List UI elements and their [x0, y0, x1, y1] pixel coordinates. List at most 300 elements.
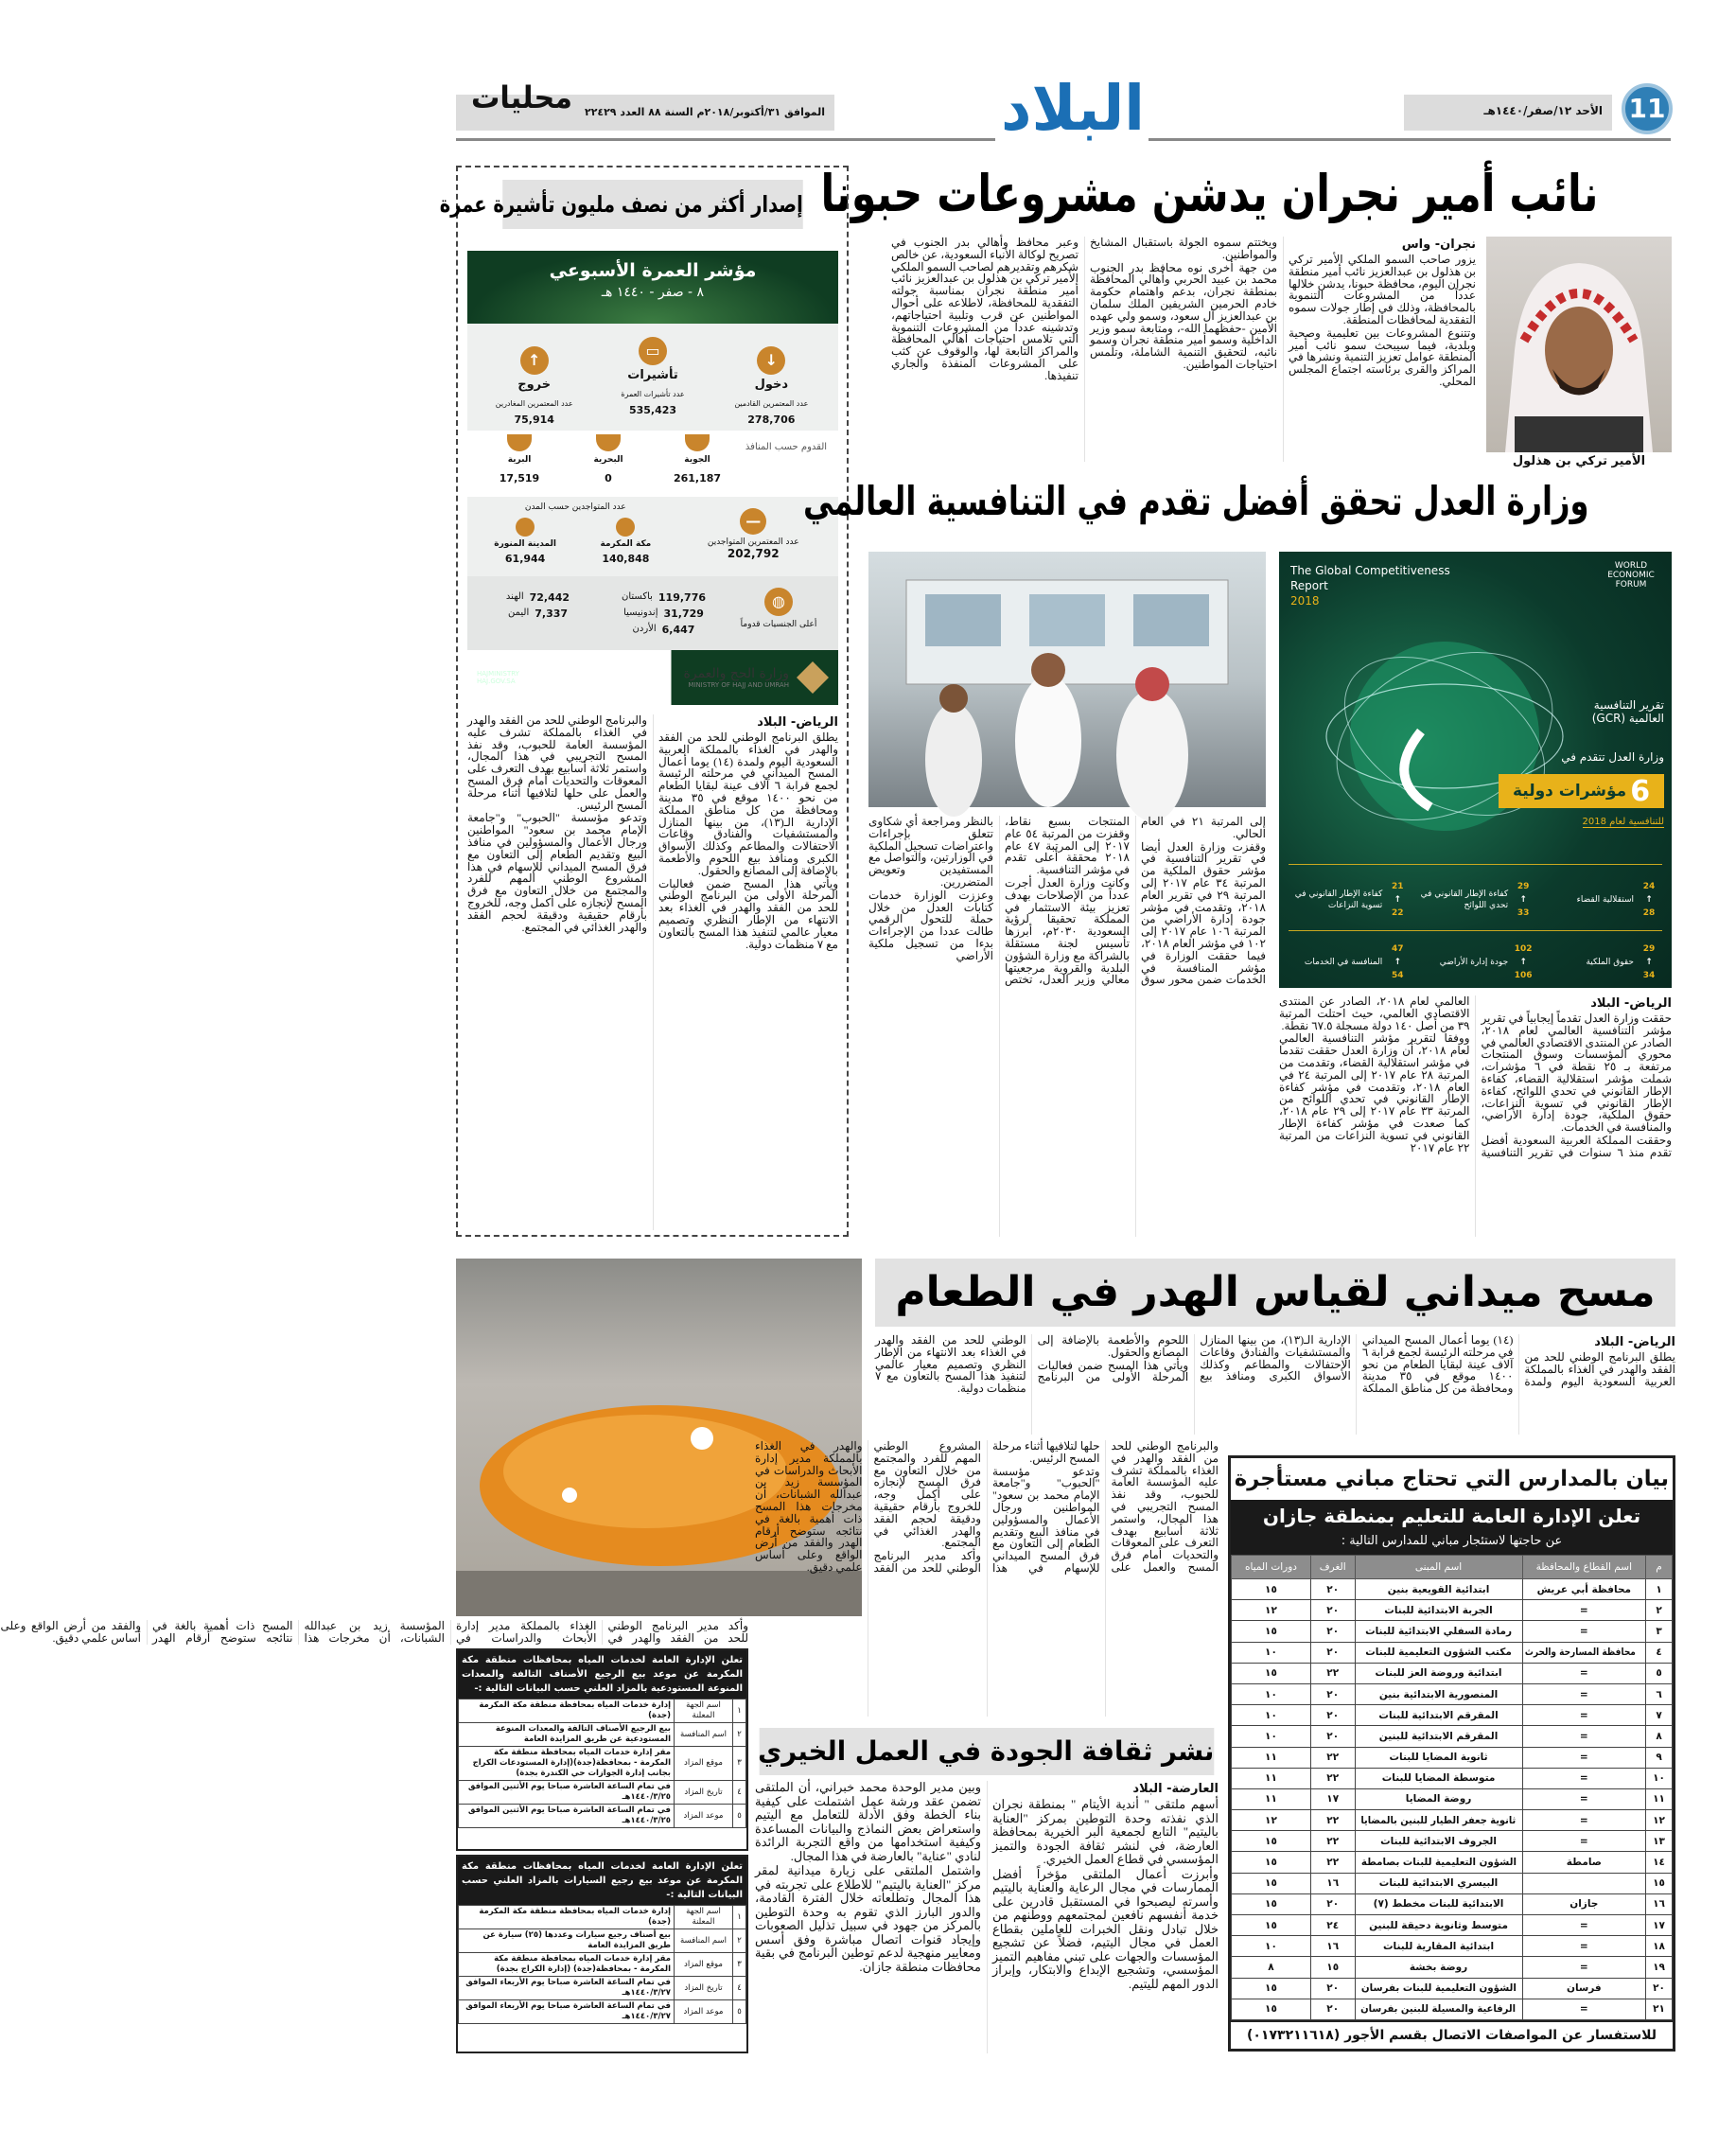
- ship-icon: [596, 434, 621, 451]
- arrow-up-icon: ↑: [1519, 958, 1527, 967]
- table-cell: [1355, 1683, 1522, 1704]
- city-stat: [475, 512, 575, 565]
- table-cell: [1232, 1893, 1311, 1914]
- cell-text: ١٠: [1265, 1730, 1277, 1742]
- rank-2018: 21: [1392, 882, 1404, 891]
- table-cell: [1355, 1978, 1522, 1999]
- column-header: م: [1646, 1556, 1673, 1579]
- table-cell: [1310, 1768, 1355, 1788]
- cell-text: ٢٢: [1326, 1814, 1340, 1826]
- stat-value: 535,423: [628, 404, 677, 416]
- prince-portrait-photo: [1486, 237, 1672, 452]
- nationalities-stat: [727, 582, 831, 644]
- table-cell: [1232, 1873, 1311, 1893]
- dateline: الرياض- البلاد: [1594, 1335, 1675, 1349]
- charity-headline: نشر ثقافة الجودة في العمل الخيري: [760, 1728, 1215, 1775]
- table-cell: [1522, 1600, 1645, 1621]
- masthead: [392, 0, 1736, 151]
- umrah-infographic: [467, 251, 838, 705]
- table-cell: [1310, 1852, 1355, 1873]
- table-cell: [1646, 1810, 1673, 1831]
- table-cell: [1522, 1579, 1645, 1600]
- cell-text: رمادة السفلي الابتدائية للبنات: [1365, 1625, 1512, 1637]
- stat-label: تأشيرات: [627, 368, 678, 382]
- cell-text: =: [1579, 1625, 1588, 1637]
- table-cell: [1355, 1957, 1522, 1978]
- table-cell: [1646, 1999, 1673, 2019]
- stat-label: إندونيسيا: [623, 607, 658, 618]
- table-cell: [1310, 1936, 1355, 1957]
- cell-text: =: [1579, 1961, 1588, 1973]
- table-cell: [1310, 1726, 1355, 1747]
- nationality-stat: [475, 606, 601, 622]
- stat-sub: عدد المعتمرين القادمين: [734, 399, 809, 408]
- stat-value: 17,519: [499, 472, 540, 484]
- photo-caption: الأمير تركي بن هذلول: [1512, 454, 1646, 468]
- paragraph: وأكد مدير البرنامج الوطني للحد من الفقد والهدر في الغذاء بالمملكة مدير إدارة الأبحاث والدراسات في المؤسسة زيد بن عبدالله الشبانات، أن مخرجات هذا المسح ذات أهمية بالغة في نتائجه ستوضح أرقام الهدر والفقد من أرض الواقع وعلى أساس علمي دقيق.: [755, 1439, 981, 1575]
- cell-text: ١٥: [1265, 1982, 1277, 1995]
- gcr-indicator: [1412, 931, 1538, 994]
- auction-ad: [456, 1855, 748, 2053]
- arrow-up-icon: ↑: [1645, 958, 1653, 967]
- cell-text: =: [1579, 1667, 1588, 1680]
- rank-2018: 47: [1392, 944, 1404, 954]
- arrow-up-icon: ↑: [1645, 895, 1653, 905]
- mosque-dome-icon: [516, 518, 535, 537]
- table-cell: ٢: [733, 1723, 746, 1747]
- table-cell: ١: [733, 1906, 746, 1929]
- rank-2018: 29: [1642, 944, 1656, 954]
- table-cell: [1355, 1768, 1522, 1788]
- table-cell: [1522, 1683, 1645, 1704]
- gcr-indicator: [1287, 931, 1412, 994]
- ministers-meeting-photo: [868, 552, 1266, 807]
- cell-text: ١٥: [1265, 1835, 1277, 1847]
- ports-label: القدوم حسب المنافذ: [745, 442, 828, 452]
- paragraph: والبرنامج الوطني للحد من الفقد والهدر في الغذاء بالمملكة تشرف عليه المؤسسة العامة للحبوب، وقد نفذ المسح التجريبي في هذا المجال، واستمر ثلاثة أسابيع بهدف التعرف على المعوقات والتحديات أمام فرق المسح والعمل على حلها لتلافيها أثناء مرحلة المسح الرئيس.: [992, 1439, 1219, 1574]
- gcr-report-ar: تقرير التنافسية العالمية (GCR): [1591, 698, 1664, 725]
- cell-text: =: [1579, 2003, 1588, 2016]
- table-cell: [1310, 1705, 1355, 1726]
- stat-value: 7,337: [535, 607, 569, 620]
- cell-text: الجروف الابتدائية للبنات: [1380, 1835, 1497, 1847]
- najran-headline: نائب أمير نجران يدشن مشروعات حبونا: [820, 164, 1599, 223]
- cell-text: ٢٠: [1326, 1688, 1340, 1700]
- gcr-indicator: [1538, 869, 1664, 931]
- cell-text: =: [1579, 1604, 1588, 1616]
- table-cell: [1232, 1642, 1311, 1663]
- cell-text: ١٢: [1653, 1814, 1665, 1826]
- table-cell: [1232, 1810, 1311, 1831]
- table-cell: [1232, 1831, 1311, 1852]
- dateline: نجران- واس: [1401, 238, 1476, 252]
- ministry-name: وزارة الحج والعمرة: [683, 666, 789, 681]
- table-row: [1232, 1810, 1673, 1831]
- rank-2017: 106: [1514, 971, 1533, 980]
- table-cell: [1355, 1893, 1522, 1914]
- table-row: [1232, 1788, 1673, 1809]
- table-cell: في تمام الساعة العاشرة صباحا يوم الأثنين الموافق ١٤٤٠/٣/٢٥هـ: [459, 1781, 675, 1805]
- table-cell: [1310, 1915, 1355, 1936]
- table-cell: [1232, 1936, 1311, 1957]
- visa-card-icon: ▭: [639, 337, 667, 365]
- table-cell: [1310, 1579, 1355, 1600]
- table-cell: [1232, 1768, 1311, 1788]
- cell-text: ٢٢: [1326, 1752, 1340, 1764]
- table-row: [1232, 1978, 1673, 1999]
- table-cell: [1355, 1915, 1522, 1936]
- table-cell: [1522, 1978, 1645, 1999]
- cell-text: روضة بخشة: [1409, 1961, 1468, 1973]
- rule: [1149, 138, 1671, 141]
- cell-text: ٤: [1656, 1647, 1662, 1659]
- paragraph: وبين مدير الوحدة محمد خبراني، أن الملتقى تضمن عقد ورشة عمل اشتملت على كيفية بناء الخطة وفق الأدلة للتعامل مع اليتيم واستعراض بعض النماذج والبيانات المساعدة وكيفية استخدامها من واقع التجربة الرائدة لنادي "عناية" بالعارضة في هذا المجال.: [755, 1780, 981, 1863]
- table-cell: ٣: [733, 1747, 746, 1781]
- port-stat: [475, 434, 564, 493]
- table-cell: [1522, 1663, 1645, 1683]
- table-cell: [1355, 1810, 1522, 1831]
- table-cell: [1355, 1999, 1522, 2019]
- ministry-emblem-icon: [797, 661, 829, 694]
- table-cell: [1646, 1726, 1673, 1747]
- cell-text: ١٠: [1653, 1772, 1665, 1785]
- stat-value: 0: [605, 472, 612, 484]
- table-cell: [1355, 1579, 1522, 1600]
- table-cell: [1646, 1936, 1673, 1957]
- cell-text: ٢٠: [1326, 2003, 1340, 2016]
- ad-table: [458, 1699, 746, 1828]
- dateline: الرياض- البلاد: [757, 715, 838, 730]
- paragraph: ووفقا لتقرير مؤشر التنافسية العالمي لعام ٢٠١٨، أن وزارة العدل حققت تقدما في مؤشر استقلالية القضاء، وتقدمت من المرتبة ٢٨ عام ٢٠١٧ إلى المرتبة ٢٤ في العام ٢٠١٨، وتقدمت في مؤشر كفاءة الإطار القانوني في تحدي اللوائح من المرتبة ٣٣ عام ٢٠١٧ إلى ٢٩ عام ٢٠١٨، كما صعدت في مؤشر كفاءة الإطار القانوني في تسوية النزاعات من المرتبة ٢٢ عام ٢٠١٧: [1279, 1031, 1470, 1154]
- cell-text: الشؤون التعليمية للبنات بصامطة: [1360, 1857, 1517, 1869]
- cell-text: =: [1579, 1814, 1588, 1826]
- table-cell: اسم المنافسة: [675, 1723, 733, 1747]
- gcr-big-number: 6: [1630, 774, 1651, 808]
- table-cell: [1355, 1705, 1522, 1726]
- table-cell: [1310, 1999, 1355, 2019]
- table-cell: [1232, 1978, 1311, 1999]
- cell-text: متوسط وثانوية دحيقة للبنين: [1369, 1919, 1508, 1931]
- cell-text: ١٥: [1265, 1898, 1277, 1911]
- table-row: [1232, 1726, 1673, 1747]
- rank-2017: 34: [1642, 971, 1656, 980]
- paragraph: يطلق البرنامج الوطني للحد من الفقد والهدر في الغذاء بالمملكة العربية السعودية اليوم ولمدة (١٤) يوما أعمال المسح الميداني في مرحلته الرئيسة لجمع قرابة ٦ آلاف عينة لبقايا الطعام من نحو ١٤٠٠ موقع في ٣٥ مدينة ومحافظة من كل مناطق المملكة الإدارية الـ(١٣)، من بينها المنازل والمستشفيات والفنادق وقاعات الاحتفالات والمطاعم وكذلك الأسواق الكبرى ومنافذ بيع اللحوم والأطعمة بالإضافة إلى المصانع والحقول.: [1037, 1333, 1675, 1396]
- table-cell: [1355, 1936, 1522, 1957]
- minus-circle-icon: —: [740, 508, 766, 535]
- schools-title: بيان بالمدارس التي تحتاج مباني مستأجرة: [1234, 1467, 1670, 1491]
- table-row: [1232, 1621, 1673, 1642]
- stat-value: 140,848: [602, 553, 650, 565]
- justice-body-left: [868, 816, 1266, 1237]
- bus-icon: [507, 434, 532, 451]
- table-cell: [1646, 1852, 1673, 1873]
- auction-ad: [456, 1648, 748, 1851]
- table-cell: [1310, 1788, 1355, 1809]
- cell-text: ١٥: [1265, 1583, 1277, 1595]
- umrah-stat: [712, 337, 831, 425]
- stat-value: 261,187: [673, 472, 722, 484]
- stat-label: البحرية: [593, 455, 623, 465]
- stat-label: عدد المعتمرين المتواجدين: [707, 537, 799, 547]
- paragraph: وكانت وزارة العدل أجرت عدداً من الإصلاحات بهدف تعزيز بيئة الاستثمار في المملكة تحقيقا لرؤية السعودية ٢٠٣٠م، أبرزها تأسيس لجنة مستقلة بالشراكة مع وزارة الشؤون البلدية والقروية مرجعيتها معالي وزير العدل، تختص بالنظر ومراجعة أي شكاوى تتعلق بإجراءات واعتراضات تسجيل الملكية في الوزارتين، والتواصل مع المستفيدين وتعويض المتضررين.: [868, 815, 1130, 987]
- justice-headline: وزارة العدل تحقق أفضل تقدم في التنافسية العالمي: [802, 478, 1589, 524]
- table-cell: في تمام الساعة العاشرة صباحا يوم الأثنين الموافق ١٤٤٠/٣/٢٥هـ: [459, 1805, 675, 1828]
- table-cell: [1310, 1747, 1355, 1768]
- nationality-stat: [601, 590, 727, 606]
- table-cell: [1646, 1621, 1673, 1642]
- rank-2017: 54: [1392, 971, 1404, 980]
- paragraph: وحققت المملكة العربية السعودية أفضل تقدم منذ ٦ سنوات في تقرير التنافسية العالمي لعام ٢٠١٨، الصادر عن المنتدى الاقتصادي العالمي، حيث احتلت المرتبة ٣٩ من أصل ١٤٠ دولة مسجلة ٦٧.٥ نقطة.: [1279, 995, 1672, 1159]
- paragraph: واشتمل الملتقى على زيارة ميدانية لمقر مركز "العناية باليتيم" للاطلاع على تجربته في هذا المجال وتطلعاته خلال الفترة القادمة، والدور البارز الذي تقوم به وحدة التوطين بالمركز من جهود في سبيل تذليل الصعوبات وإيجاد قنوات اتصال مباشرة وفق أسس ومعايير منهجية لدعم توطين البرنامج في بقية محافظات منطقة جازان.: [755, 1863, 981, 1974]
- cell-text: ٣: [1656, 1625, 1662, 1637]
- cell-text: ٢٢: [1326, 1772, 1340, 1785]
- cell-text: ١٧: [1326, 1793, 1340, 1805]
- cell-text: المقرقم الابتدائية للبنات: [1378, 1709, 1499, 1721]
- cell-text: ١٠: [1265, 1647, 1277, 1659]
- column-header: الغرف: [1310, 1556, 1355, 1579]
- paragraph: ويأتي هذا المسح ضمن فعاليات المرحلة الأولى من البرنامج الوطني للحد من الفقد والهدر في الغذاء بعد الانتهاء من الإطار النظري وتصميم معيار عالمي لتنفيذ هذا المسح بالتعاون مع ٧ منظمات دولية.: [658, 876, 838, 951]
- table-cell: [1522, 1768, 1645, 1788]
- cell-text: ١٥: [1265, 1877, 1277, 1890]
- table-row: [459, 1781, 746, 1805]
- cell-text: ١٣: [1653, 1835, 1665, 1847]
- najran-body: [891, 237, 1476, 462]
- table-cell: إدارة خدمات المياه بمحافظة منطقة مكة المكرمة (جدة): [459, 1700, 675, 1723]
- rank-2017: 22: [1392, 908, 1404, 918]
- cell-text: ٩: [1656, 1752, 1662, 1764]
- table-cell: [1646, 1873, 1673, 1893]
- food-waste-headline: مسح ميداني لقياس الهدر في الطعام: [875, 1259, 1675, 1327]
- umrah-headline: إصدار أكثر من نصف مليون تأشيرة عمرة: [502, 180, 803, 229]
- cell-text: الشؤون التعليمية للبنات بفرسان: [1360, 1982, 1517, 1995]
- arrow-up-icon: ↑: [1394, 958, 1402, 967]
- table-cell: ٤: [733, 1977, 746, 2000]
- umrah-stat: [475, 337, 593, 425]
- table-row: [1232, 1579, 1673, 1600]
- section-title: محليات: [471, 79, 572, 115]
- cell-text: ١١: [1265, 1772, 1277, 1785]
- table-cell: في تمام الساعة العاشرة صباحا يوم الأربعاء الموافق ١٤٤٠/٣/٢٧هـ: [459, 1977, 675, 2000]
- paragraph: وعبر محافظ وأهالي بدر الجنوب في تصريح لوكالة الأنباء السعودية، عن خالص شكرهم وتقديرهم لصاحب السمو الملكي الأمير تركي بن هذلول بن عبدالعزيز نائب أمير منطقة نجران بمناسبة جولته التفقدية للمحافظة، لاطلاعه على أحوال المواطنين عن قرب وتلبية احتياجاتهم، وتدشينه عدداً من المشروعات التنموية التي تلامس احتياجات أهالي المحافظة والمراكز التابعة لها، والوقوف عن كثب على المشروعات المنفذة والجاري تنفيذها.: [891, 236, 1078, 382]
- schools-footer: للاستفسار عن المواصفات الاتصال بقسم الأجور (٠١٧٣٢١١٦١٨): [1231, 2020, 1673, 2049]
- cell-text: ٨: [1268, 1961, 1274, 1973]
- indicator-label: المنافسة في الخدمات: [1304, 958, 1383, 967]
- cell-text: ٢٠: [1326, 1709, 1340, 1721]
- table-cell: [1355, 1747, 1522, 1768]
- table-cell: [1646, 1978, 1673, 1999]
- table-cell: [1232, 1663, 1311, 1683]
- cell-text: =: [1579, 1835, 1588, 1847]
- table-cell: [1232, 1747, 1311, 1768]
- paragraph: ويأتي هذا المسح ضمن فعاليات المرحلة الأولى من البرنامج الوطني للحد من الفقد والهدر في الغذاء بعد الانتهاء من الإطار النظري وتصميم معيار عالمي لتنفيذ هذا المسح بالتعاون مع ٧ منظمات دولية.: [875, 1333, 1189, 1396]
- table-cell: [1232, 1788, 1311, 1809]
- cell-text: ابتدائية المقارية للبنات: [1382, 1940, 1495, 1952]
- globe-icon: ◍: [764, 588, 793, 616]
- cell-text: ١٠: [1265, 1709, 1277, 1721]
- table-cell: [1232, 1999, 1311, 2019]
- table-cell: ٢: [733, 1929, 746, 1953]
- table-cell: [1646, 1768, 1673, 1788]
- arrow-up-icon: ↑: [1519, 895, 1527, 905]
- stat-label: خروج: [517, 378, 552, 392]
- cell-text: روضة المضايا: [1405, 1793, 1472, 1805]
- table-cell: [1232, 1852, 1311, 1873]
- gcr-indicator: [1538, 931, 1664, 994]
- paragraph: وأبرزت أعمال الملتقى مؤخراً أفضل الممارسات في مجال الرعاية والعناية باليتيم وأسرته ليصبحوا في المستقبل قادرين على خدمة أنفسهم نافعين لمجتمعهم ووطنهم من خلال تبادل ونقل الخبرات للعاملين بقطاع العمل في مجال اليتيم، فضلاً عن تشجيع المؤسسات والجهات على تبني مفاهيم التميز المؤسسي، وتشجيع الإبداع والابتكار، وإبراز الدور المهم لليتيم.: [992, 1866, 1219, 1991]
- table-cell: [1310, 1810, 1355, 1831]
- table-row: [1232, 1999, 1673, 2019]
- table-cell: [1310, 1600, 1355, 1621]
- gcr-highlight: [1499, 774, 1664, 808]
- cell-text: ٢٠: [1326, 1625, 1340, 1637]
- cell-text: =: [1579, 1772, 1588, 1785]
- table-cell: [1310, 1642, 1355, 1663]
- table-cell: موعد المزاد: [675, 1805, 733, 1828]
- table-cell: [1522, 1642, 1645, 1663]
- table-cell: [1522, 1915, 1645, 1936]
- hijri-date: الأحد ١٢/صفر/١٤٤٠هـ: [1483, 104, 1603, 117]
- table-cell: [1310, 1663, 1355, 1683]
- table-row: [459, 1977, 746, 2000]
- table-cell: [1310, 1873, 1355, 1893]
- rank-2018: 102: [1514, 944, 1533, 954]
- paragraph: حققت وزارة العدل تقدماً إيجابياً في تقرير مؤشر التنافسية العالمي لعام ٢٠١٨، الصادر عن المنتدى الاقتصادي العالمي في محوري المؤسسات وسوق المنتجات مرتفعة بـ ٢٥ نقطة في ٦ مؤشرات، شملت مؤشر استقلالية القضاء، كفاءة الإطار القانوني في تحدي اللوائح، كفاءة الإطار القانوني في تسوية النزاعات، حقوق الملكية، جودة إدارة الأراضي، والمنافسة في الخدمات.: [1481, 1012, 1672, 1135]
- cell-text: ٨: [1656, 1730, 1662, 1742]
- newspaper-logo: البلاد: [1000, 72, 1146, 145]
- column-header: اسم القطاع والمحافظة: [1522, 1556, 1645, 1579]
- table-cell: [1522, 1852, 1645, 1873]
- cell-text: ١٦: [1326, 1940, 1340, 1952]
- cell-text: ١٢: [1265, 1814, 1277, 1826]
- cell-text: ٧: [1656, 1709, 1662, 1721]
- twitter-handle: HAJMINISTRY: [477, 670, 519, 678]
- rank-2017: 33: [1517, 908, 1530, 918]
- table-row: [1232, 1747, 1673, 1768]
- cell-text: ٢٠: [1326, 1604, 1340, 1616]
- cell-text: =: [1579, 1919, 1588, 1931]
- ad-heading: تعلن الإدارة العامة لخدمات المياه بمحافظات منطقة مكة المكرمة عن موعد بيع رجيع السيارات بالمزاد العلني حسب البيانات التالية :-: [458, 1857, 746, 1905]
- table-cell: [1232, 1705, 1311, 1726]
- page-number-badge: 11: [1622, 83, 1673, 134]
- table-cell: [1310, 1957, 1355, 1978]
- cell-text: ٢٤: [1326, 1919, 1340, 1931]
- cell-text: ٢٠: [1326, 1730, 1340, 1742]
- table-cell: [1522, 1831, 1645, 1852]
- table-row: [1232, 1642, 1673, 1663]
- cell-text: ٥: [1656, 1667, 1662, 1680]
- arrow-up-icon: ↑: [1394, 895, 1402, 905]
- paragraph: يطلق البرنامج الوطني للحد من الفقد والهدر في الغذاء بالمملكة العربية السعودية اليوم ولمدة (١٤) يوما أعمال المسح الميداني في مرحلته الرئيسة لجمع قرابة ٦ آلاف عينة لبقايا الطعام من نحو ١٤٠٠ موقع في ٣٥ مدينة ومحافظة من كل مناطق المملكة الإدارية الـ(١٣)، من بينها المنازل والمستشفيات والفنادق وقاعات الاحتفالات والمطاعم وكذلك الأسواق الكبرى ومنافذ بيع اللحوم والأطعمة بالإضافة إلى المصانع والحقول.: [658, 731, 838, 877]
- table-cell: [1310, 1831, 1355, 1852]
- table-cell: [1355, 1726, 1522, 1747]
- paragraph: وتدعو مؤسسة "الحبوب" و"جامعة الإمام محمد بن سعود" المواطنين ورجال الأعمال والمسؤولين في منافذ البيع وتقديم الطعام إلى التعاون مع فرق المسح الميداني للإسهام في هذا المشروع الوطني المهم للفرد والمجتمع من خلال التعاون مع فرق المسح لإنجازه على أكمل وجه، للخروج بأرقام حقيقية ودقيقة لحجم الفقد والهدر الغذائي في المجتمع.: [873, 1439, 1100, 1575]
- gcr-infographic: [1279, 552, 1672, 988]
- schools-announcer: تعلن الإدارة العامة للتعليم بمنطقة جازان: [1262, 1505, 1641, 1527]
- table-row: [1232, 1893, 1673, 1914]
- food-body-top: [875, 1334, 1675, 1435]
- table-row: [459, 1929, 746, 1953]
- cell-text: البيسري الابتدائية للبنات: [1378, 1877, 1499, 1890]
- gcr-year: 2018: [1290, 594, 1320, 608]
- stat-value: 202,792: [727, 547, 780, 560]
- stat-sub: عدد تأشيرات العمرة: [621, 390, 685, 398]
- stat-value: 72,442: [529, 590, 570, 604]
- umrah-stat: [593, 337, 711, 425]
- table-cell: [1232, 1957, 1311, 1978]
- table-cell: [1355, 1663, 1522, 1683]
- cell-text: ١١: [1265, 1793, 1277, 1805]
- ad-heading: تعلن الإدارة العامة لخدمات المياه بمحافظات منطقة مكة المكرمة عن موعد بيع الرجيع الأصناف التالفة والمعدات المنوعة المستودعية بالمزاد العلني حسب البيانات التالية :-: [458, 1650, 746, 1699]
- table-cell: بيع الرجيع الأصناف التالفة والمعدات المنوعة المستودعية عن طريق المزايدة العامة: [459, 1723, 675, 1747]
- indicator-label: حقوق الملكية: [1586, 958, 1634, 967]
- table-cell: مقر إدارة خدمات المياه بمحافظة منطقة مكة المكرمة - بمحافظة(جدة)(إدارة المستودعات الكراج بجانب إدارة الجوازات حي الكندرة بجدة): [459, 1747, 675, 1781]
- cell-text: =: [1579, 1752, 1588, 1764]
- table-row: [1232, 1936, 1673, 1957]
- paragraph: يزور صاحب السمو الملكي الأمير تركي بن هذلول بن عبدالعزيز نائب أمير منطقة نجران اليوم، محافظة حبونا، يدشن خلالها عدداً من المشروعات التنموية بالمحافظة، وذلك في إطار جولات سموه التفقدية لمحافظات المنطقة.: [1289, 253, 1476, 326]
- table-cell: [1522, 1621, 1645, 1642]
- table-row: [1232, 1852, 1673, 1873]
- table-row: [1232, 1600, 1673, 1621]
- stat-value: 6,447: [661, 623, 695, 636]
- cell-text: =: [1579, 1730, 1588, 1742]
- table-cell: [1355, 1873, 1522, 1893]
- table-cell: [1646, 1893, 1673, 1914]
- table-cell: [1646, 1957, 1673, 1978]
- umrah-box-body: [467, 714, 838, 1230]
- table-row: [459, 1747, 746, 1781]
- cell-text: جازان: [1569, 1898, 1599, 1911]
- food-body-under-photo: [0, 1619, 748, 1645]
- cell-text: ١٥: [1265, 1857, 1277, 1869]
- cell-text: ١٥: [1265, 1667, 1277, 1680]
- cell-text: ١٤: [1653, 1857, 1665, 1869]
- indicator-label: كفاءة الإطار القانوني في تسوية النزاعات: [1294, 889, 1383, 910]
- stat-label: اليمن: [507, 607, 530, 618]
- gregorian-date-issue: الموافق ٣١/أكتوبر/٢٠١٨م السنة ٨٨ العدد ٢٢٤٢٩: [584, 106, 826, 118]
- cell-text: محافظة أبي عريش: [1536, 1583, 1632, 1595]
- cell-text: ١١: [1265, 1752, 1277, 1764]
- table-cell: [1646, 1788, 1673, 1809]
- cell-text: ١٧: [1653, 1919, 1665, 1931]
- cell-text: الرفاعية والمسيلة للبنين بفرسان: [1360, 2003, 1517, 2016]
- table-row: [459, 1700, 746, 1723]
- table-cell: اسم الجهة المعلنة: [675, 1906, 733, 1929]
- cell-text: ١٥: [1265, 2003, 1277, 2016]
- cell-text: ٢٠: [1326, 1647, 1340, 1659]
- cell-text: ٢٠: [1326, 1583, 1340, 1595]
- charity-body: [755, 1781, 1219, 2053]
- table-cell: بيع أصناف رجيع سيارات وعددها (٢٥) سيارة عن طريق المزايدة العامة: [459, 1929, 675, 1953]
- cell-text: ١٥: [1653, 1877, 1665, 1890]
- table-cell: ٣: [733, 1953, 746, 1977]
- table-cell: [1355, 1621, 1522, 1642]
- table-cell: [1522, 1957, 1645, 1978]
- cell-text: متوسطة المضايا للبنات: [1381, 1772, 1496, 1785]
- cell-text: ٢٠: [1326, 1898, 1340, 1911]
- gcr-indicator: [1412, 869, 1538, 931]
- table-cell: [1646, 1642, 1673, 1663]
- table-cell: [1232, 1915, 1311, 1936]
- table-cell: [1646, 1663, 1673, 1683]
- paragraph: وقفزت وزارة العدل أيضا في تقرير التنافسية في مؤشر حقوق الملكية من المرتبة ٣٤ عام ٢٠١٧ إلى المرتبة ٢٩ في تقرير العام ٢٠١٨، وتقدمت في مؤشر جودة إدارة الأراضي من المرتبة ١٠٦ عام ٢٠١٧ إلى ١٠٢ في مؤشر العام ٢٠١٨، فيما حققت الوزارة في مؤشر المنافسة في الخدمات ضمن محور سوق المنتجات بسبع نقاط، وقفزت من المرتبة ٥٤ عام ٢٠١٧ إلى المرتبة ٤٧ عام ٢٠١٨ محققة أعلى تقدم في مؤشر التنافسية.: [1005, 815, 1267, 987]
- indicator-label: كفاءة الإطار القانوني في تحدي اللوائح: [1420, 889, 1509, 910]
- cell-text: ٦: [1656, 1688, 1662, 1700]
- gcr-big-text: مؤشرات دولية: [1512, 782, 1627, 801]
- cell-text: =: [1579, 1709, 1588, 1721]
- cell-text: ابتدائية القويعية بنين: [1387, 1583, 1490, 1595]
- table-cell: موقع المزاد: [675, 1747, 733, 1781]
- table-cell: [1522, 1705, 1645, 1726]
